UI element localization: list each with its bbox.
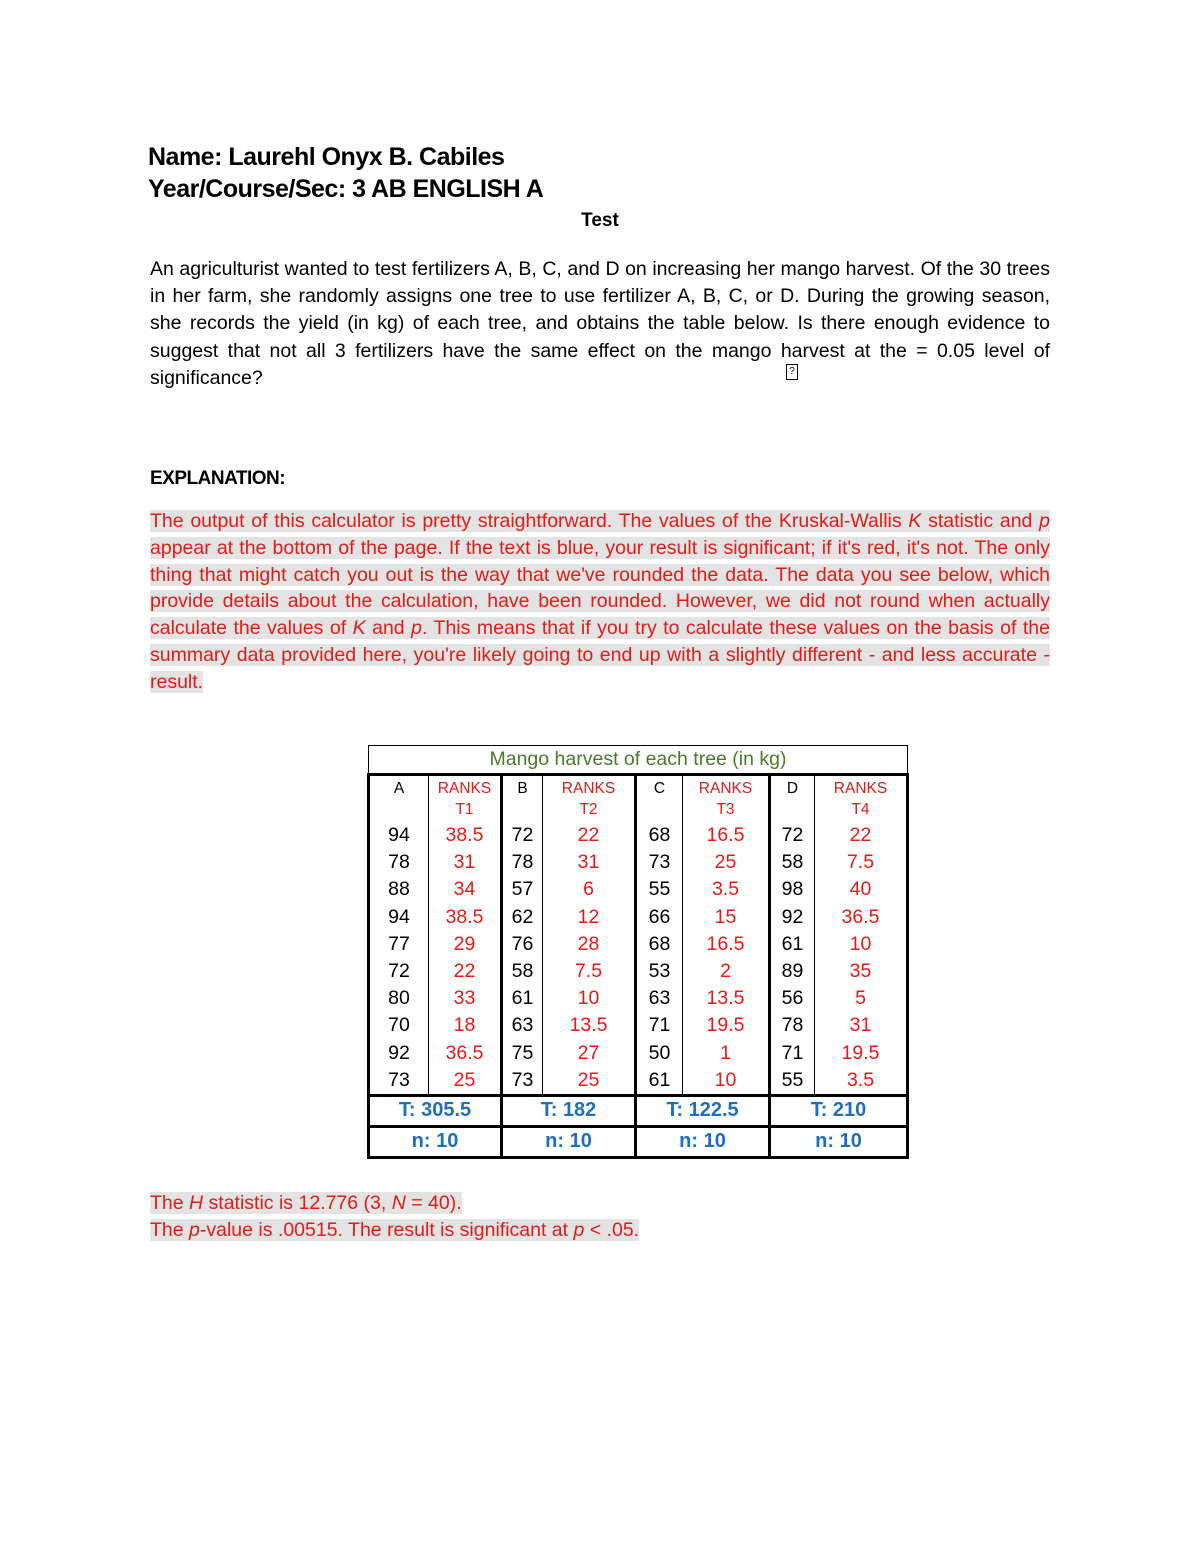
yield-value: 73: [502, 1067, 543, 1096]
rank-total: T: 210: [770, 1095, 908, 1126]
rank-value: 18: [429, 1012, 502, 1039]
rank-total: T: 182: [502, 1095, 636, 1126]
table-row: [369, 849, 908, 876]
yield-value: 80: [369, 985, 429, 1012]
result-text: [150, 1190, 639, 1244]
rank-value: 6: [543, 876, 636, 903]
yield-value: 98: [770, 876, 815, 903]
yield-value: 71: [636, 1012, 683, 1039]
rank-value: 10: [815, 931, 908, 958]
yield-value: 57: [502, 876, 543, 903]
yield-value: 61: [770, 931, 815, 958]
table-row: [369, 904, 908, 931]
rank-total: T: 122.5: [636, 1095, 770, 1126]
yield-value: 66: [636, 904, 683, 931]
group-label: C: [636, 775, 683, 823]
yield-value: 71: [770, 1040, 815, 1067]
missing-glyph-icon: ?: [786, 364, 798, 380]
rank-value: 22: [543, 822, 636, 849]
sample-size: n: 10: [369, 1126, 502, 1157]
problem-statement: An agriculturist wanted to test fertilizers A, B, C, and D on increasing her mango harvest. Of the 30 trees in her farm, she randomly assigns one tree to use fertilizer A, B, C, or D. During the growing season, she records the yield (in kg) of each tree, and obtains the table below. Is there enough evidence to suggest that not all 3 fertilizers have the same effect on the mango harvest at the = 0.05 level of significance?: [150, 258, 1050, 389]
table-row: [369, 1040, 908, 1067]
rank-value: 31: [543, 849, 636, 876]
rank-value: 29: [429, 931, 502, 958]
rank-value: 15: [683, 904, 770, 931]
rank-value: 12: [543, 904, 636, 931]
yield-value: 63: [502, 1012, 543, 1039]
expl-p-symbol: p: [1039, 510, 1050, 532]
table-row: [369, 931, 908, 958]
rank-header-line2: T1: [455, 801, 474, 818]
yield-value: 68: [636, 822, 683, 849]
rank-value: 38.5: [429, 904, 502, 931]
explanation-text: [150, 508, 1050, 696]
expl-k-symbol-2: K: [352, 617, 366, 640]
expl-part1: The output of this calculator is pretty straightforward. The values of the Kruskal-Wallis: [150, 510, 909, 532]
rank-header-line1: RANKS: [833, 780, 888, 797]
yield-value: 55: [770, 1067, 815, 1096]
group-label: A: [369, 775, 429, 823]
yield-value: 77: [369, 931, 429, 958]
rank-value: 19.5: [683, 1012, 770, 1039]
table-row: [369, 1067, 908, 1096]
student-course: Year/Course/Sec: 3 AB ENGLISH A: [148, 175, 544, 203]
rank-value: 3.5: [683, 876, 770, 903]
table-row: [369, 1012, 908, 1039]
rank-value: 33: [429, 985, 502, 1012]
rank-value: 28: [543, 931, 636, 958]
yield-value: 76: [502, 931, 543, 958]
rank-header-line1: RANKS: [437, 780, 492, 797]
yield-value: 73: [369, 1067, 429, 1096]
explanation-heading: EXPLANATION:: [150, 468, 286, 489]
table-row: [369, 876, 908, 903]
rank-header: [815, 775, 908, 823]
table-caption: Mango harvest of each tree (in kg): [369, 746, 908, 775]
yield-value: 50: [636, 1040, 683, 1067]
yield-value: 63: [636, 985, 683, 1012]
rank-value: 13.5: [683, 985, 770, 1012]
p-value-line: The p-value is .00515. The result is significant at p < .05.: [150, 1219, 640, 1241]
table-row: [369, 985, 908, 1012]
yield-value: 61: [636, 1067, 683, 1096]
rank-value: 2: [683, 958, 770, 985]
rank-value: 31: [429, 849, 502, 876]
rank-header-line2: T3: [716, 801, 735, 818]
rank-header-line2: T4: [851, 801, 870, 818]
yield-value: 53: [636, 958, 683, 985]
yield-value: 72: [770, 822, 815, 849]
rank-header: [543, 775, 636, 823]
rank-value: 34: [429, 876, 502, 903]
expl-part3: appear at the bottom of the page. If the text is blue, your result is significant; if it's red, it's not. The only thing that might catch you out is the way that we've rounded the data. The data you see below, which provide details about the calculation, have been rounded. However, we did not round when actually calculate the values of: [150, 536, 1050, 640]
yield-value: 58: [770, 849, 815, 876]
sample-size: n: 10: [636, 1126, 770, 1157]
yield-value: 61: [502, 985, 543, 1012]
yield-value: 72: [369, 958, 429, 985]
rank-value: 10: [683, 1067, 770, 1096]
yield-value: 94: [369, 822, 429, 849]
rank-value: 40: [815, 876, 908, 903]
rank-value: 35: [815, 958, 908, 985]
page-title: Test: [581, 210, 619, 231]
student-name: Name: Laurehl Onyx B. Cabiles: [148, 143, 505, 171]
yield-value: 94: [369, 904, 429, 931]
yield-value: 78: [502, 849, 543, 876]
yield-value: 62: [502, 904, 543, 931]
expl-part2: statistic and: [921, 510, 1040, 532]
rank-value: 22: [429, 958, 502, 985]
rank-header-line1: RANKS: [698, 780, 753, 797]
yield-value: 58: [502, 958, 543, 985]
yield-value: 56: [770, 985, 815, 1012]
sample-size: n: 10: [770, 1126, 908, 1157]
expl-part5: . This means that if you try to calculate these values on the basis of the summary data provided here, you're likely going to end up with a slightly different - and less accurate - result.: [150, 617, 1050, 693]
yield-value: 68: [636, 931, 683, 958]
sample-size: n: 10: [502, 1126, 636, 1157]
rank-value: 27: [543, 1040, 636, 1067]
rank-value: 7.5: [543, 958, 636, 985]
yield-value: 70: [369, 1012, 429, 1039]
rank-value: 25: [683, 849, 770, 876]
rank-value: 13.5: [543, 1012, 636, 1039]
rank-total: T: 305.5: [369, 1095, 502, 1126]
rank-value: 36.5: [815, 904, 908, 931]
yield-value: 78: [770, 1012, 815, 1039]
table-row: [369, 822, 908, 849]
rank-value: 1: [683, 1040, 770, 1067]
rank-value: 10: [543, 985, 636, 1012]
rank-value: 5: [815, 985, 908, 1012]
group-label: B: [502, 775, 543, 823]
rank-value: 16.5: [683, 822, 770, 849]
rank-value: 7.5: [815, 849, 908, 876]
h-statistic-line: The H statistic is 12.776 (3, N = 40).: [150, 1192, 462, 1214]
yield-value: 55: [636, 876, 683, 903]
yield-value: 75: [502, 1040, 543, 1067]
expl-p-symbol-2: p: [411, 617, 422, 640]
rank-value: 16.5: [683, 931, 770, 958]
rank-value: 38.5: [429, 822, 502, 849]
expl-k-symbol: K: [908, 510, 922, 532]
yield-value: 92: [369, 1040, 429, 1067]
rank-header: [429, 775, 502, 823]
rank-header: [683, 775, 770, 823]
rank-value: 3.5: [815, 1067, 908, 1096]
rank-value: 22: [815, 822, 908, 849]
yield-value: 78: [369, 849, 429, 876]
yield-value: 92: [770, 904, 815, 931]
rank-value: 36.5: [429, 1040, 502, 1067]
rank-value: 25: [543, 1067, 636, 1096]
expl-part4: and: [365, 617, 412, 640]
yield-value: 88: [369, 876, 429, 903]
mango-harvest-table: [367, 745, 909, 1159]
rank-value: 31: [815, 1012, 908, 1039]
yield-value: 73: [636, 849, 683, 876]
table-row: [369, 958, 908, 985]
yield-value: 89: [770, 958, 815, 985]
rank-value: 25: [429, 1067, 502, 1096]
rank-header-line2: T2: [579, 801, 598, 818]
yield-value: 72: [502, 822, 543, 849]
rank-value: 19.5: [815, 1040, 908, 1067]
rank-header-line1: RANKS: [561, 780, 616, 797]
group-label: D: [770, 775, 815, 823]
